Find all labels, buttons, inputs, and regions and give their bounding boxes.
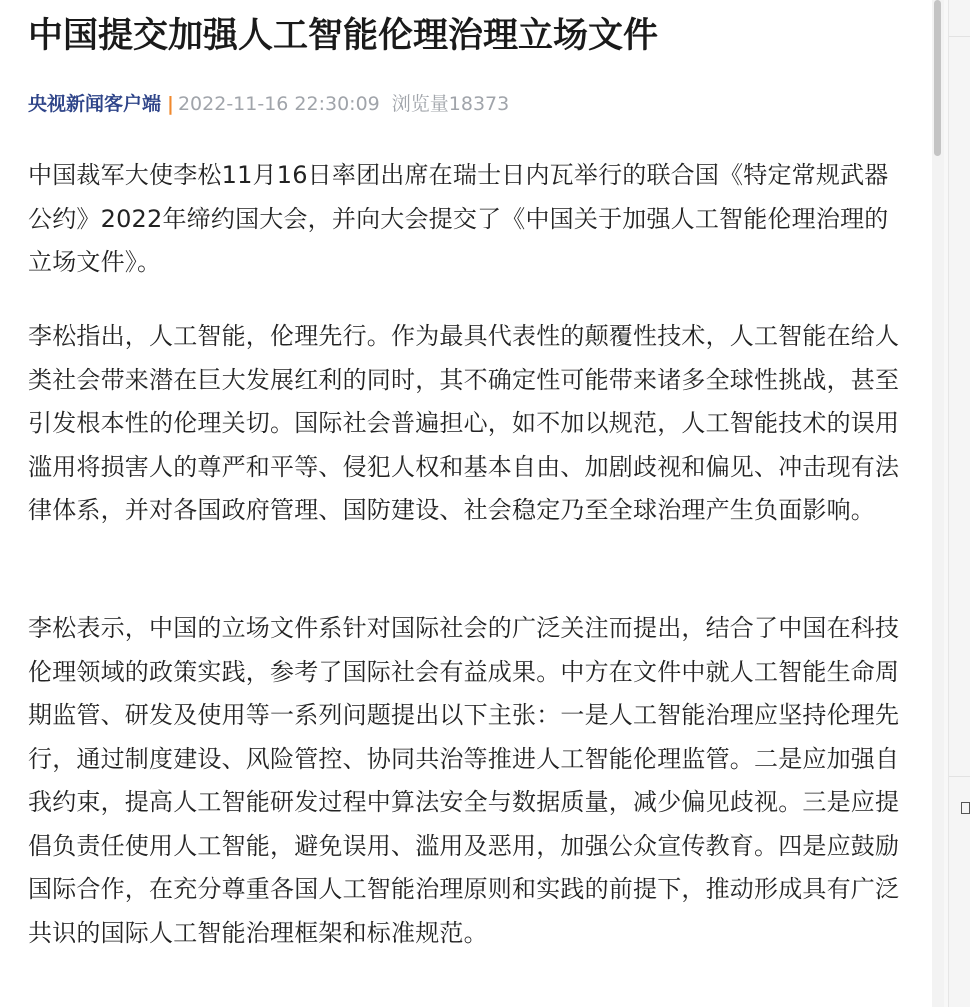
source-link[interactable]: 央视新闻客户端 xyxy=(28,93,162,115)
side-panel-divider xyxy=(949,776,970,777)
article-meta xyxy=(28,88,509,120)
side-panel xyxy=(948,0,970,1007)
meta-separator: | xyxy=(167,93,174,115)
vertical-scrollbar[interactable] xyxy=(932,0,944,1007)
side-panel-divider xyxy=(949,36,970,37)
views-count: 18373 xyxy=(448,93,510,115)
square-outline-icon[interactable] xyxy=(961,802,970,814)
article-paragraph-3: 李松表示，中国的立场文件系针对国际社会的广泛关注而提出，结合了中国在科技伦理领域的政策实践，参考了国际社会有益成果。中方在文件中就人工智能生命周期监管、研发及使用等一系列问题提出以下主张：一是人工智能治理应坚持伦理先行，通过制度建设、风险管控、协同共治等推进人工智能伦理监管。二是应加强自我约束，提高人工智能研发过程中算法安全与数据质量，减少偏见歧视。三是应提倡负责任使用人工智能，避免误用、滥用及恶用，加强公众宣传教育。四是应鼓励国际合作，在充分尊重各国人工智能治理原则和实践的前提下，推动形成具有广泛共识的国际人工智能治理框架和标准规范。 xyxy=(28,614,900,947)
publish-datetime: 2022-11-16 22:30:09 xyxy=(177,93,380,115)
article-title: 中国提交加强人工智能伦理治理立场文件 xyxy=(28,16,659,56)
scrollbar-thumb[interactable] xyxy=(934,0,941,156)
views-label: 浏览量 xyxy=(391,93,449,115)
article-paragraph-2: 李松指出，人工智能，伦理先行。作为最具代表性的颠覆性技术，人工智能在给人类社会带来潜在巨大发展红利的同时，其不确定性可能带来诸多全球性挑战，甚至引发根本性的伦理关切。国际社会普遍担心，如不加以规范，人工智能技术的误用滥用将损害人的尊严和平等、侵犯人权和基本自由、加剧歧视和偏见、冲击现有法律体系，并对各国政府管理、国防建设、社会稳定乃至全球治理产生负面影响。 xyxy=(28,322,900,524)
article-paragraph-1: 中国裁军大使李松11月16日率团出席在瑞士日内瓦举行的联合国《特定常规武器公约》2022年缔约国大会，并向大会提交了《中国关于加强人工智能伦理治理的立场文件》。 xyxy=(28,161,889,276)
